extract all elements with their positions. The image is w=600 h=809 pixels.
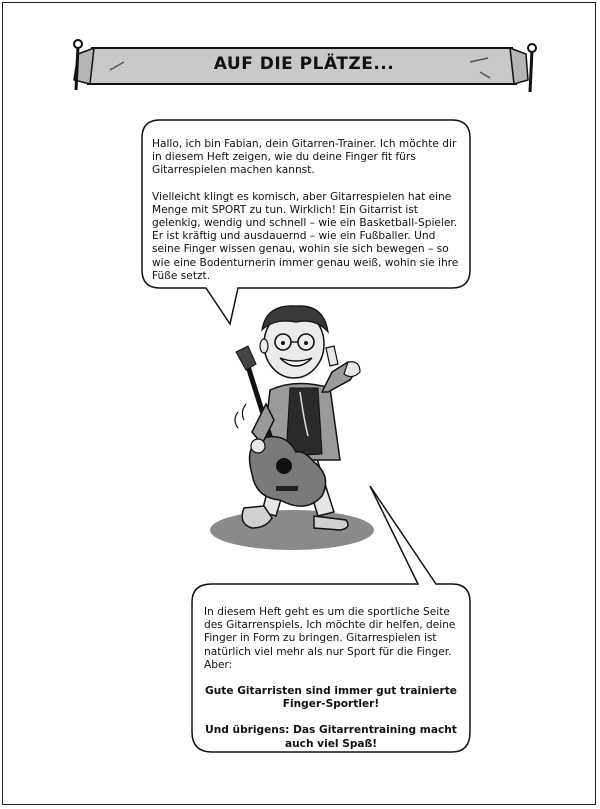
page-title: AUF DIE PLÄTZE...	[213, 54, 395, 74]
guitar-trainer-illustration	[210, 306, 374, 550]
speech-paragraph: In diesem Heft geht es um die sportliche Seite des Gitarrenspiels. Ich möchte dir helfen, deine Finger in Form zu bringen. Gitarrespielen ist natürlich viel mehr als nur Sport für die Finger. Aber:	[204, 606, 456, 671]
speech-paragraph: Hallo, ich bin Fabian, dein Gitarren-Trainer. Ich möchte dir in diesem Heft zeigen, wie du deine Finger fit fürs Gitarrespielen machen kannst.	[152, 138, 457, 177]
speech-bubble-2	[204, 606, 458, 764]
emphasis-statement: Und übrigens: Das Gitarrentraining macht auch viel Spaß!	[205, 724, 457, 750]
title-banner	[64, 36, 544, 96]
speech-bubble-1	[152, 138, 464, 296]
emphasis-statement: Gute Gitarristen sind immer gut trainierte Finger-Sportler!	[205, 685, 457, 711]
speech-paragraph: Vielleicht klingt es komisch, aber Gitarrespielen hat eine Menge mit SPORT zu tun. Wirklich! Ein Gitarrist ist gelenkig, wendig und schnell – wie ein Basketball-Spieler. Er ist kräftig und ausdauernd – wie ein Fußballer. Und seine Finger wissen genau, wohin sie sich bewegen – so wie eine Bodenturnerin immer genau weiß, wohin sie ihre Füße setzt.	[152, 190, 459, 282]
